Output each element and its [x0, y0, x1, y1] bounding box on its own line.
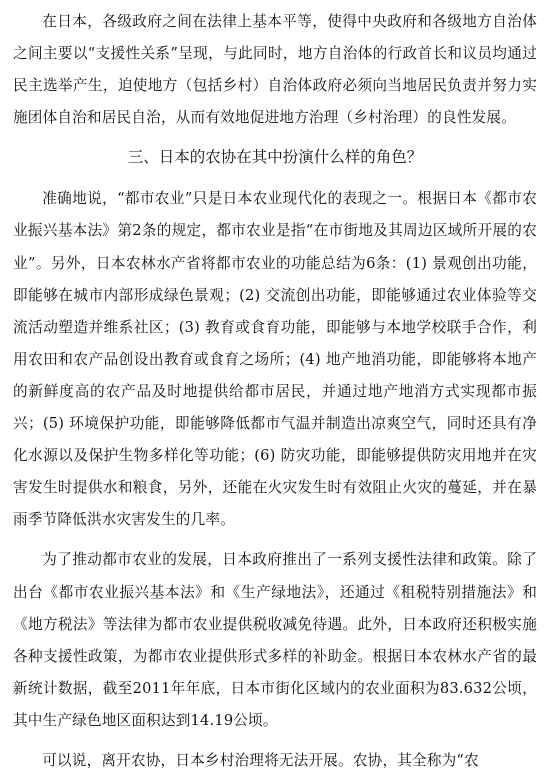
section-heading: 三、日本的农协在其中扮演什么样的角色？: [127, 148, 423, 167]
paragraph-gap: [13, 737, 537, 745]
paragraph-urban-agriculture: 准确地说，“都市农业”只是日本农业现代化的表现之一。根据日本《都市农业振兴基本法》第2条的规定，都市农业是指“在市街地及其周边区域所开展的农业”。另外，日本农林水产省将都市农业的功能总结为6条：(1) 景观创出功能，即能够在城市内部形成绿色景观；(2) 交流创出功能，即能够通过农业体验等交流活动塑造并维系社区；(3) 教育或食育功能，即能够与本地学校联手合作，利用农田和农产品创设出教育或食育之场所；(4) 地产地消功能，即能够将本地产的新鲜度高的农产品及时地提供给都市居民，并通过地产地消方式实现都市振兴；(5) 环境保护功能，即能够降低都市气温并制造出凉爽空气，同时还具有净化水源以及保护生物多样化等功能；(6) 防灾功能，即能够提供防灾用地并在灾害发生时提供水和粮食，另外，还能在火灾发生时有效阻止火灾的蔓延，并在暴雨季节降低洪水灾害发生的几率。: [13, 190, 537, 529]
paragraph-agricultural-cooperative: 可以说，离开农协，日本乡村治理将无法开展。农协，其全称为“农: [42, 751, 479, 769]
paragraph-government-policy: 为了推动都市农业的发展，日本政府推出了一系列支援性法律和政策。除了出台《都市农业振兴基本法》和《生产绿地法》，还通过《租税特别措施法》和《地方税法》等法律为都市农业提供税收减免待遇。此外，日本政府还积极实施各种支援性政策，为都市农业提供形式多样的补助金。根据日本农林水产省的最新统计数据，截至2011年年底，日本市街化区域内的农业面积为83.632公顷，其中生产绿色地区面积达到14.19公顷。: [13, 551, 537, 729]
paragraph-gap: [13, 536, 537, 544]
paragraph-local-autonomy: 在日本，各级政府之间在法律上基本平等，使得中央政府和各级地方自治体之间主要以“支援性关系”呈现，与此同时，地方自治体的行政首长和议员均通过民主选举产生，迫使地方（包括乡村）自治体政府必须向当地居民负责并努力实施团体自治和居民自治，从而有效地促进地方治理（乡村治理）的良性发展。: [13, 13, 537, 127]
